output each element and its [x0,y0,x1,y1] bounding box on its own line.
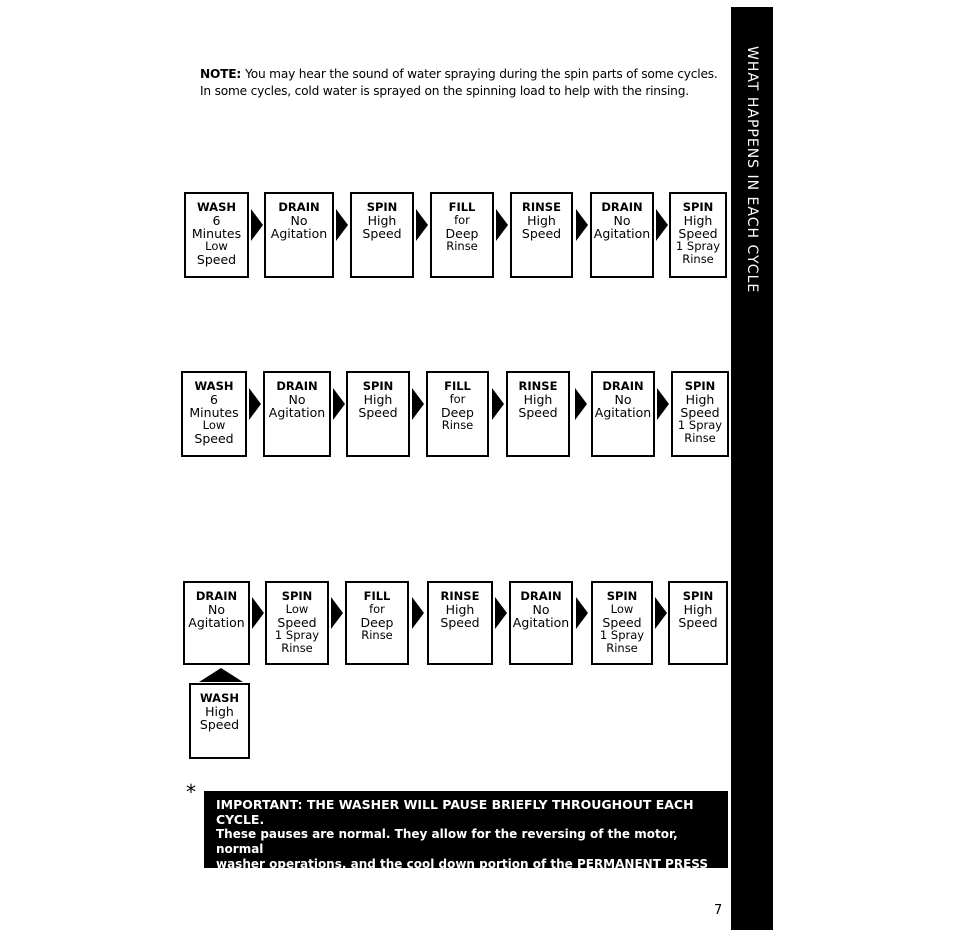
step-line: Agitation [270,226,328,241]
cycle-step-box [590,192,654,278]
cycle-step-box [181,371,247,457]
step-title: DRAIN [520,589,562,603]
step-line: No [532,602,550,617]
step-line: Speed [440,615,480,630]
flow-arrow-icon [336,209,348,241]
step-title: FILL [448,200,476,214]
step-title: RINSE [522,200,561,214]
step-title: RINSE [518,379,558,393]
step-line: Agitation [188,615,245,630]
step-line: No [288,392,306,407]
step-line: No [290,213,308,228]
step-title: DRAIN [278,200,320,214]
step-title: DRAIN [602,379,644,393]
flow-arrow-icon [575,388,587,420]
step-line: High [445,602,475,617]
flow-arrow-icon [656,209,668,241]
step-line: Rinse [281,641,313,655]
step-title: SPIN [606,589,638,603]
step-title: SPIN [281,589,313,603]
step-line: Rinse [606,641,638,655]
up-arrow-icon [199,668,243,682]
flow-arrow-icon [657,388,669,420]
cycle-step-box [265,581,329,665]
step-line: 1 Spray [599,628,645,642]
flow-arrow-icon [412,597,424,629]
note-label: NOTE: [200,67,242,81]
flow-arrow-icon [492,388,504,420]
step-line: Minutes [191,226,242,241]
step-line: 6 [212,213,221,228]
step-line: Rinse [446,239,478,253]
step-title: SPIN [684,379,716,393]
sidebar-title: WHAT HAPPENS IN EACH CYCLE [744,46,760,294]
important-notice [204,791,728,886]
step-line: Rinse [441,418,474,432]
flow-arrow-icon [496,209,508,241]
step-line: Deep [441,405,474,420]
asterisk: * [186,780,196,804]
step-line: Low [205,239,228,253]
step-title: WASH [197,200,236,214]
step-title: FILL [444,379,471,393]
step-line: Speed [678,615,718,630]
flow-arrow-icon [412,388,424,420]
wash-high-speed-box [189,683,250,759]
flow-arrow-icon [576,597,588,629]
step-line: Speed [277,615,317,630]
step-line: Rinse [684,431,716,445]
step-title: SPIN [682,200,714,214]
cycle-step-box [671,371,729,457]
step-line: High [685,392,715,407]
note-paragraph [200,66,730,100]
step-title: SPIN [366,200,398,214]
step-line: Low [610,602,634,616]
wash-box-line: Speed [199,717,240,732]
step-line: High [683,213,713,228]
step-line: Speed [602,615,642,630]
important-line: Cycle. [216,872,257,886]
step-title: RINSE [440,589,480,603]
step-line: Speed [678,226,718,241]
step-line: Speed [358,405,398,420]
step-line: for [449,392,466,406]
page-number: 7 [714,903,723,918]
step-line: No [614,392,632,407]
step-line: Rinse [682,252,714,266]
step-line: Speed [194,431,234,446]
cycle-step-box [346,371,410,457]
step-line: Agitation [594,405,652,420]
step-title: SPIN [362,379,394,393]
cycle-step-box [426,371,489,457]
flow-arrow-icon [251,209,263,241]
flow-arrow-icon [576,209,588,241]
important-line: washer operations, and the cool down portion of the PERMANENT PRESS [216,857,709,871]
step-line: 1 Spray [675,239,721,253]
cycle-step-box [263,371,331,457]
step-line: High [523,392,553,407]
cycle-step-box [506,371,570,457]
step-line: Minutes [189,405,239,420]
cycle-step-box [345,581,409,665]
step-line: High [367,213,397,228]
step-title: DRAIN [601,200,643,214]
step-line: Low [202,418,226,432]
step-line: for [369,602,385,616]
important-line: IMPORTANT: THE WASHER WILL PAUSE BRIEFLY THROUGHOUT EACH CYCLE. [216,797,694,827]
cycle-step-box [591,581,653,665]
step-line: Agitation [593,226,651,241]
cycle-step-box [184,192,249,278]
flow-arrow-icon [495,597,507,629]
step-line: High [683,602,713,617]
step-line: for [454,213,470,227]
cycle-step-box [669,192,727,278]
flow-arrow-icon [252,597,264,629]
step-title: DRAIN [276,379,318,393]
wash-box-line: High [205,704,234,719]
cycle-step-box [430,192,494,278]
cycle-step-box [183,581,250,665]
step-line: Speed [196,252,237,267]
step-title: FILL [363,589,391,603]
flow-arrow-icon [333,388,345,420]
step-title: WASH [194,379,234,393]
step-title: DRAIN [195,589,238,603]
flow-arrow-icon [249,388,261,420]
step-title: SPIN [682,589,714,603]
cycle-step-box [591,371,655,457]
step-line: Deep [445,226,479,241]
step-line: Low [285,602,309,616]
step-line: Speed [680,405,720,420]
step-line: Agitation [512,615,570,630]
flow-arrow-icon [416,209,428,241]
important-line: These pauses are normal. They allow for the reversing of the motor, normal [216,827,678,856]
step-line: Rinse [361,628,393,642]
wash-box-title: WASH [200,691,239,705]
step-line: Speed [521,226,562,241]
cycle-step-box [350,192,414,278]
step-line: No [613,213,631,228]
flow-arrow-icon [331,597,343,629]
step-line: Speed [518,405,558,420]
cycle-step-box [264,192,334,278]
step-line: Agitation [268,405,326,420]
cycle-step-box [427,581,493,665]
step-line: 1 Spray [274,628,320,642]
step-line: No [208,602,225,617]
flow-arrow-icon [655,597,667,629]
note-text: You may hear the sound of water spraying during the spin parts of some cycles. In some cycles, cold water is sprayed on the spinning load to help with the rinsing. [200,67,718,98]
step-line: High [363,392,393,407]
cycle-step-box [668,581,728,665]
cycle-step-box [509,581,573,665]
cycle-step-box [510,192,573,278]
step-line: Deep [360,615,394,630]
step-line: 6 [210,392,218,407]
step-line: Speed [362,226,402,241]
step-line: High [527,213,556,228]
step-line: 1 Spray [677,418,723,432]
